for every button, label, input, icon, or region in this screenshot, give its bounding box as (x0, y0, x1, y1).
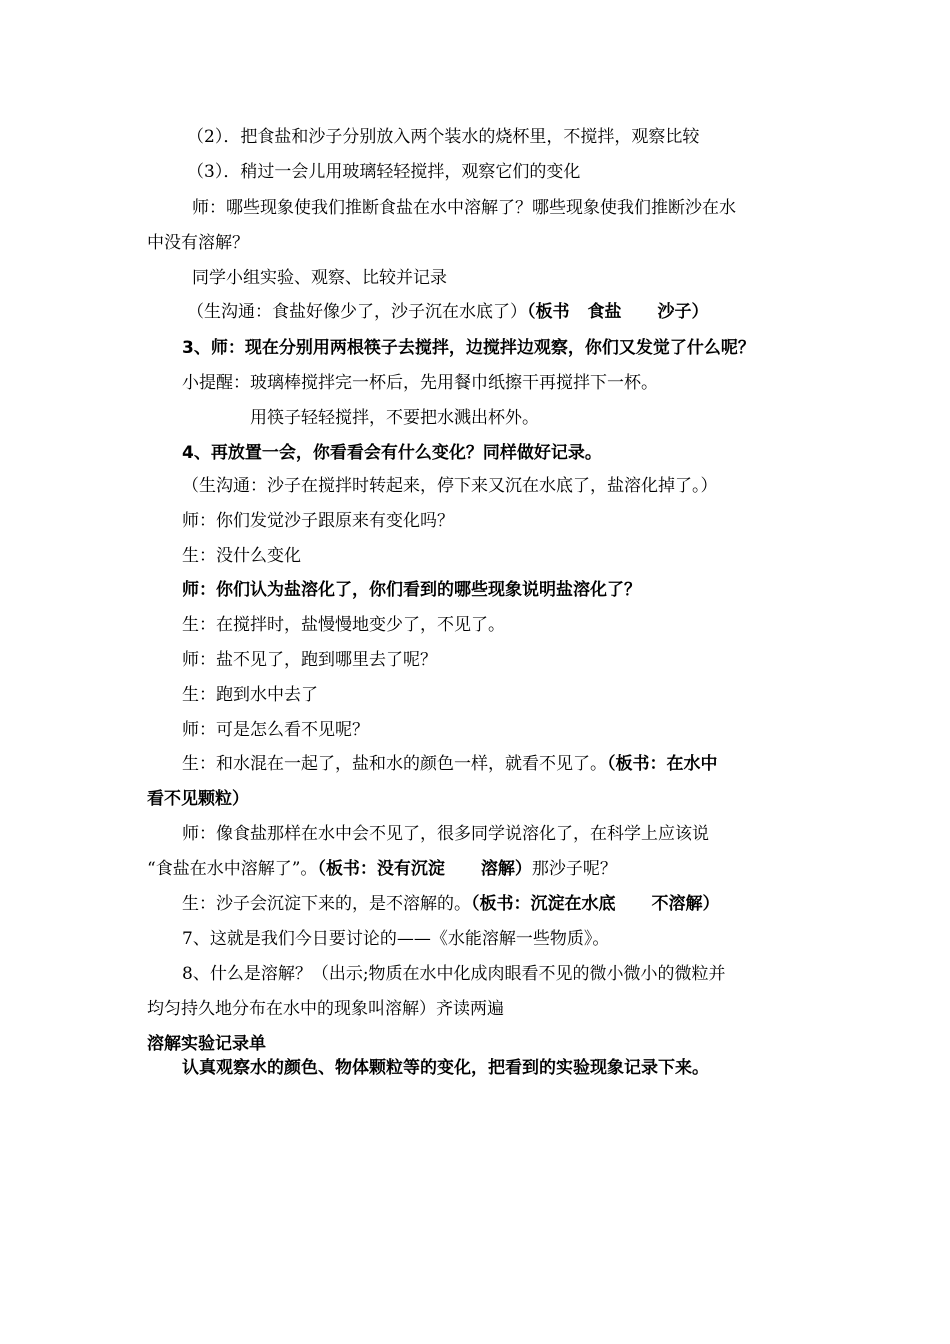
board-note: （板书：没有沉淀 (317, 859, 445, 879)
text-run: “食盐在水中溶解了”。 (147, 859, 318, 879)
text-line: 生：跑到水中去了 (182, 685, 318, 705)
text-line: 生：在搅拌时，盐慢慢地变少了，不见了。 (182, 615, 505, 635)
text-run: 那沙子呢？ (531, 859, 617, 879)
text-line: 7、这就是我们今日要讨论的——《水能溶解一些物质》。 (182, 929, 610, 949)
text-line: 师：盐不见了，跑到哪里去了呢？ (182, 650, 437, 670)
text-line: 生：没什么变化 (182, 546, 301, 566)
text-line (147, 859, 617, 879)
text-line: 师：哪些现象使我们推断食盐在水中溶解了？哪些现象使我们推断沙在水 (192, 198, 736, 218)
text-run: （生沟通：食盐好像少了，沙子沉在水底了） (187, 302, 527, 322)
text-line: 师：你们认为盐溶化了，你们看到的哪些现象说明盐溶化了？ (182, 580, 641, 600)
text-line (182, 754, 718, 774)
text-line: 同学小组实验、观察、比较并记录 (192, 268, 447, 288)
text-run: 生：和水混在一起了，盐和水的颜色一样，就看不见了。 (182, 754, 607, 774)
text-run: 生：沙子会沉淀下来的，是不溶解的。 (182, 894, 471, 914)
board-note: （板书：沉淀在水底 (471, 894, 616, 914)
text-line: 4、再放置一会，你看看会有什么变化？同样做好记录。 (182, 443, 602, 463)
text-line (187, 302, 709, 322)
text-line: （生沟通：沙子在搅拌时转起来，停下来又沉在水底了，盐溶化掉了。） (182, 476, 718, 496)
board-note: （板书 (527, 302, 570, 322)
text-line: 认真观察水的颜色、物体颗粒等的变化，把看到的实验现象记录下来。 (182, 1058, 709, 1078)
text-line: 师：可是怎么看不见呢？ (182, 720, 369, 740)
text-line: （2）．把食盐和沙子分别放入两个装水的烧杯里，不搅拌，观察比较 (187, 127, 700, 147)
text-line: （3）．稍过一会儿用玻璃轻轻搅拌，观察它们的变化 (187, 162, 581, 182)
board-note: （板书：在水中 (607, 754, 718, 774)
text-line: 3、师：现在分别用两根筷子去搅拌，边搅拌边观察，你们又发觉了什么呢？ (182, 338, 755, 358)
text-line: 均匀持久地分布在水中的现象叫溶解）齐读两遍 (147, 999, 504, 1019)
section-heading: 溶解实验记录单 (147, 1034, 266, 1054)
board-note: 不溶解） (651, 894, 720, 914)
board-note: 食盐 (587, 302, 622, 322)
board-note: 沙子） (657, 302, 709, 322)
board-note: 溶解） (480, 859, 532, 879)
text-line: 师：像食盐那样在水中会不见了，很多同学说溶化了，在科学上应该说 (182, 824, 709, 844)
text-line (182, 894, 720, 914)
text-line: 8、什么是溶解？（出示;物质在水中化成肉眼看不见的微小微小的微粒并 (182, 964, 726, 984)
text-line: 看不见颗粒） (147, 789, 249, 809)
text-line: 小提醒：玻璃棒搅拌完一杯后，先用餐巾纸擦干再搅拌下一杯。 (182, 373, 658, 393)
text-line: 师：你们发觉沙子跟原来有变化吗？ (182, 511, 454, 531)
text-line: 用筷子轻轻搅拌，不要把水溅出杯外。 (250, 408, 539, 428)
text-line: 中没有溶解？ (147, 233, 249, 253)
